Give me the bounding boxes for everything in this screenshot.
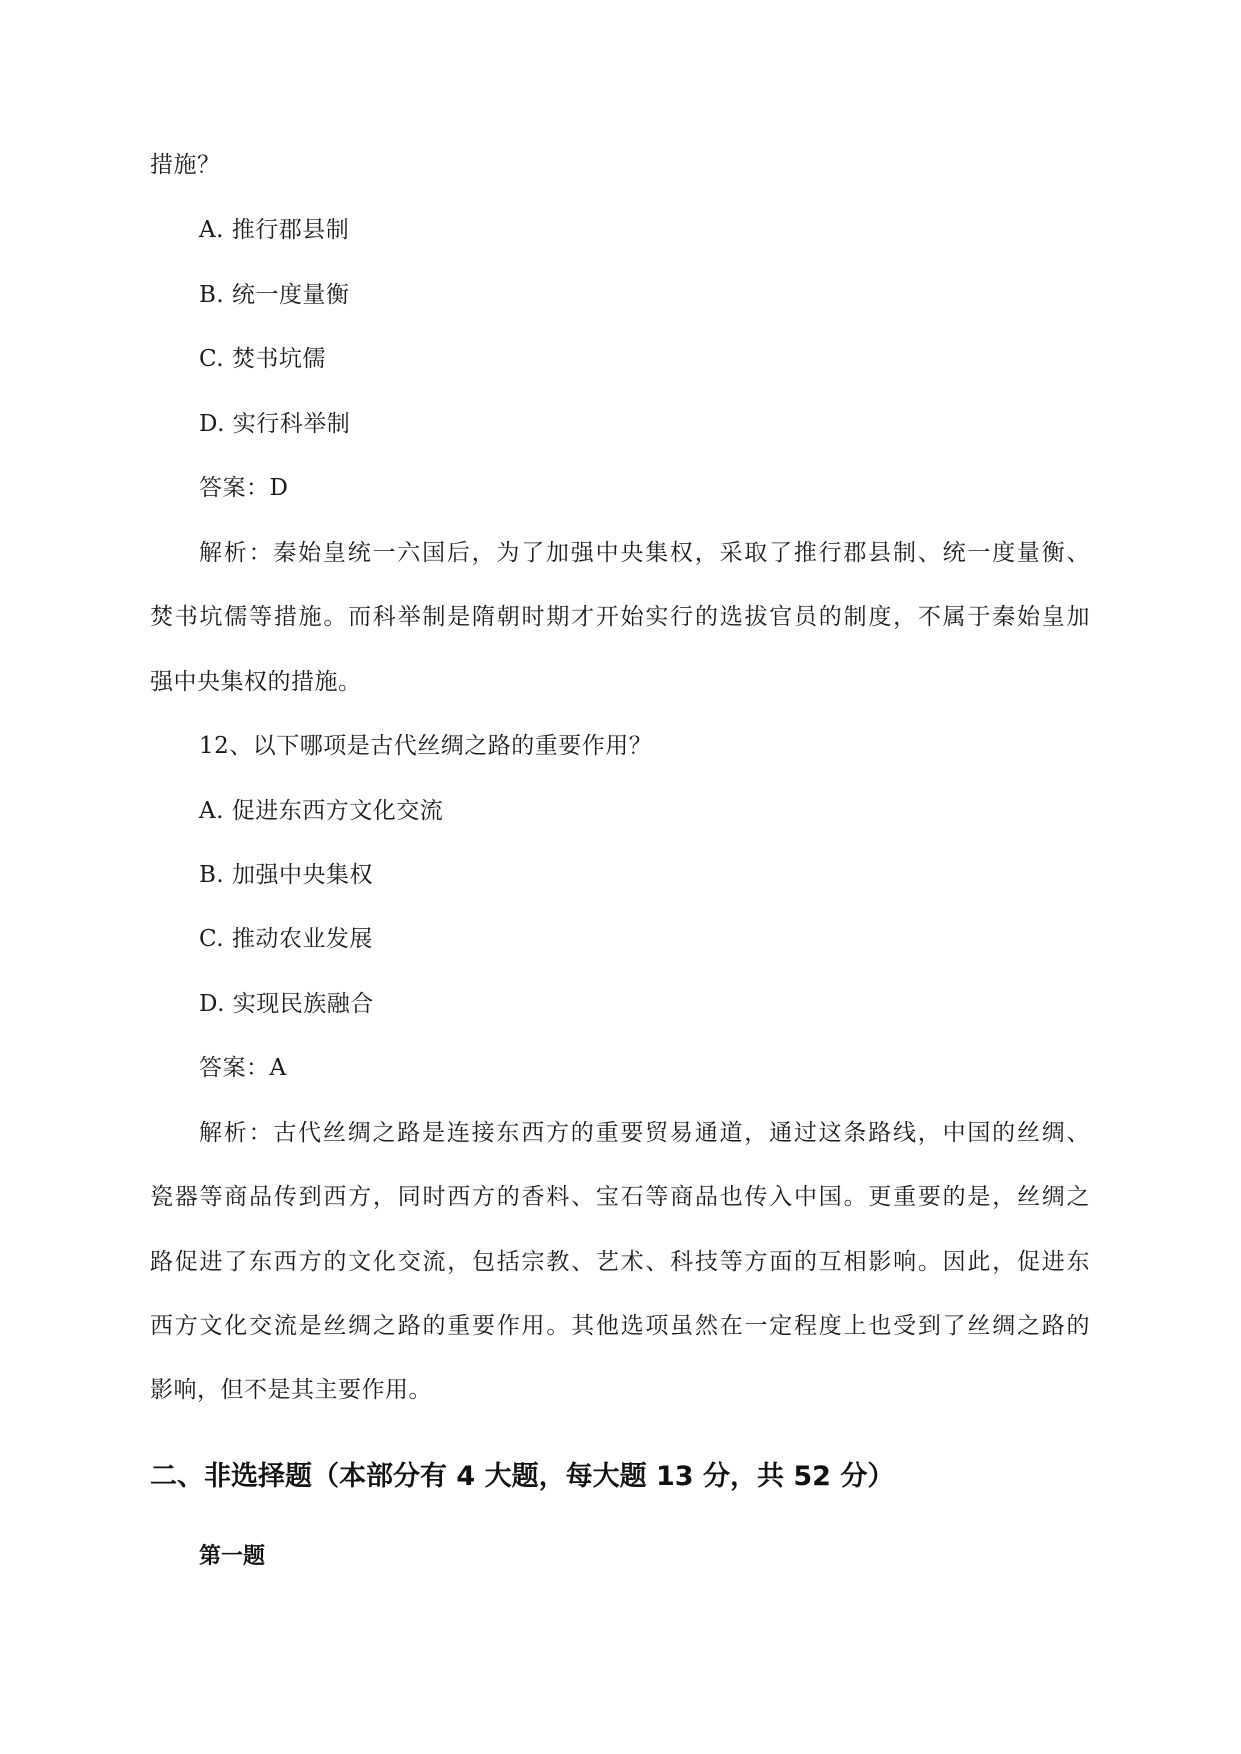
question-12-answer: 答案：A [199,1055,287,1081]
question-11-analysis-line: 强中央集权的措施。 [150,669,362,695]
question-12-option-b: B. 加强中央集权 [199,862,374,888]
question-12-analysis-line: 解析：古代丝绸之路是连接东西方的重要贸易通道，通过这条路线，中国的丝绸、 [199,1120,1090,1146]
question-11-option-c: C. 焚书坑儒 [199,346,326,372]
question-12-stem: 12、以下哪项是古代丝绸之路的重要作用？ [199,733,653,759]
question-12-analysis-line: 西方文化交流是丝绸之路的重要作用。其他选项虽然在一定程度上也受到了丝绸之路的 [150,1313,1090,1339]
question-11-stem-tail: 措施？ [150,152,221,178]
question-11-answer: 答案：D [199,475,289,501]
question-12-analysis-line: 路促进了东西方的文化交流，包括宗教、艺术、科技等方面的互相影响。因此，促进东 [150,1249,1090,1275]
question-12-analysis-line: 影响，但不是其主要作用。 [150,1377,432,1403]
question-11-option-a: A. 推行郡县制 [199,217,350,243]
question-12-option-d: D. 实现民族融合 [199,991,374,1017]
first-question-heading: 第一题 [199,1544,266,1569]
section-heading: 二、非选择题（本部分有 4 大题，每大题 13 分，共 52 分） [150,1461,895,1492]
question-11-option-b: B. 统一度量衡 [199,282,350,308]
question-12-analysis-line: 瓷器等商品传到西方，同时西方的香料、宝石等商品也传入中国。更重要的是，丝绸之 [150,1184,1090,1210]
question-12-option-a: A. 促进东西方文化交流 [199,798,444,824]
question-11-option-d: D. 实行科举制 [199,411,351,437]
question-11-analysis-line: 焚书坑儒等措施。而科举制是隋朝时期才开始实行的选拔官员的制度，不属于秦始皇加 [150,604,1090,630]
question-11-analysis-line: 解析：秦始皇统一六国后，为了加强中央集权，采取了推行郡县制、统一度量衡、 [199,540,1090,566]
question-12-option-c: C. 推动农业发展 [199,926,373,952]
